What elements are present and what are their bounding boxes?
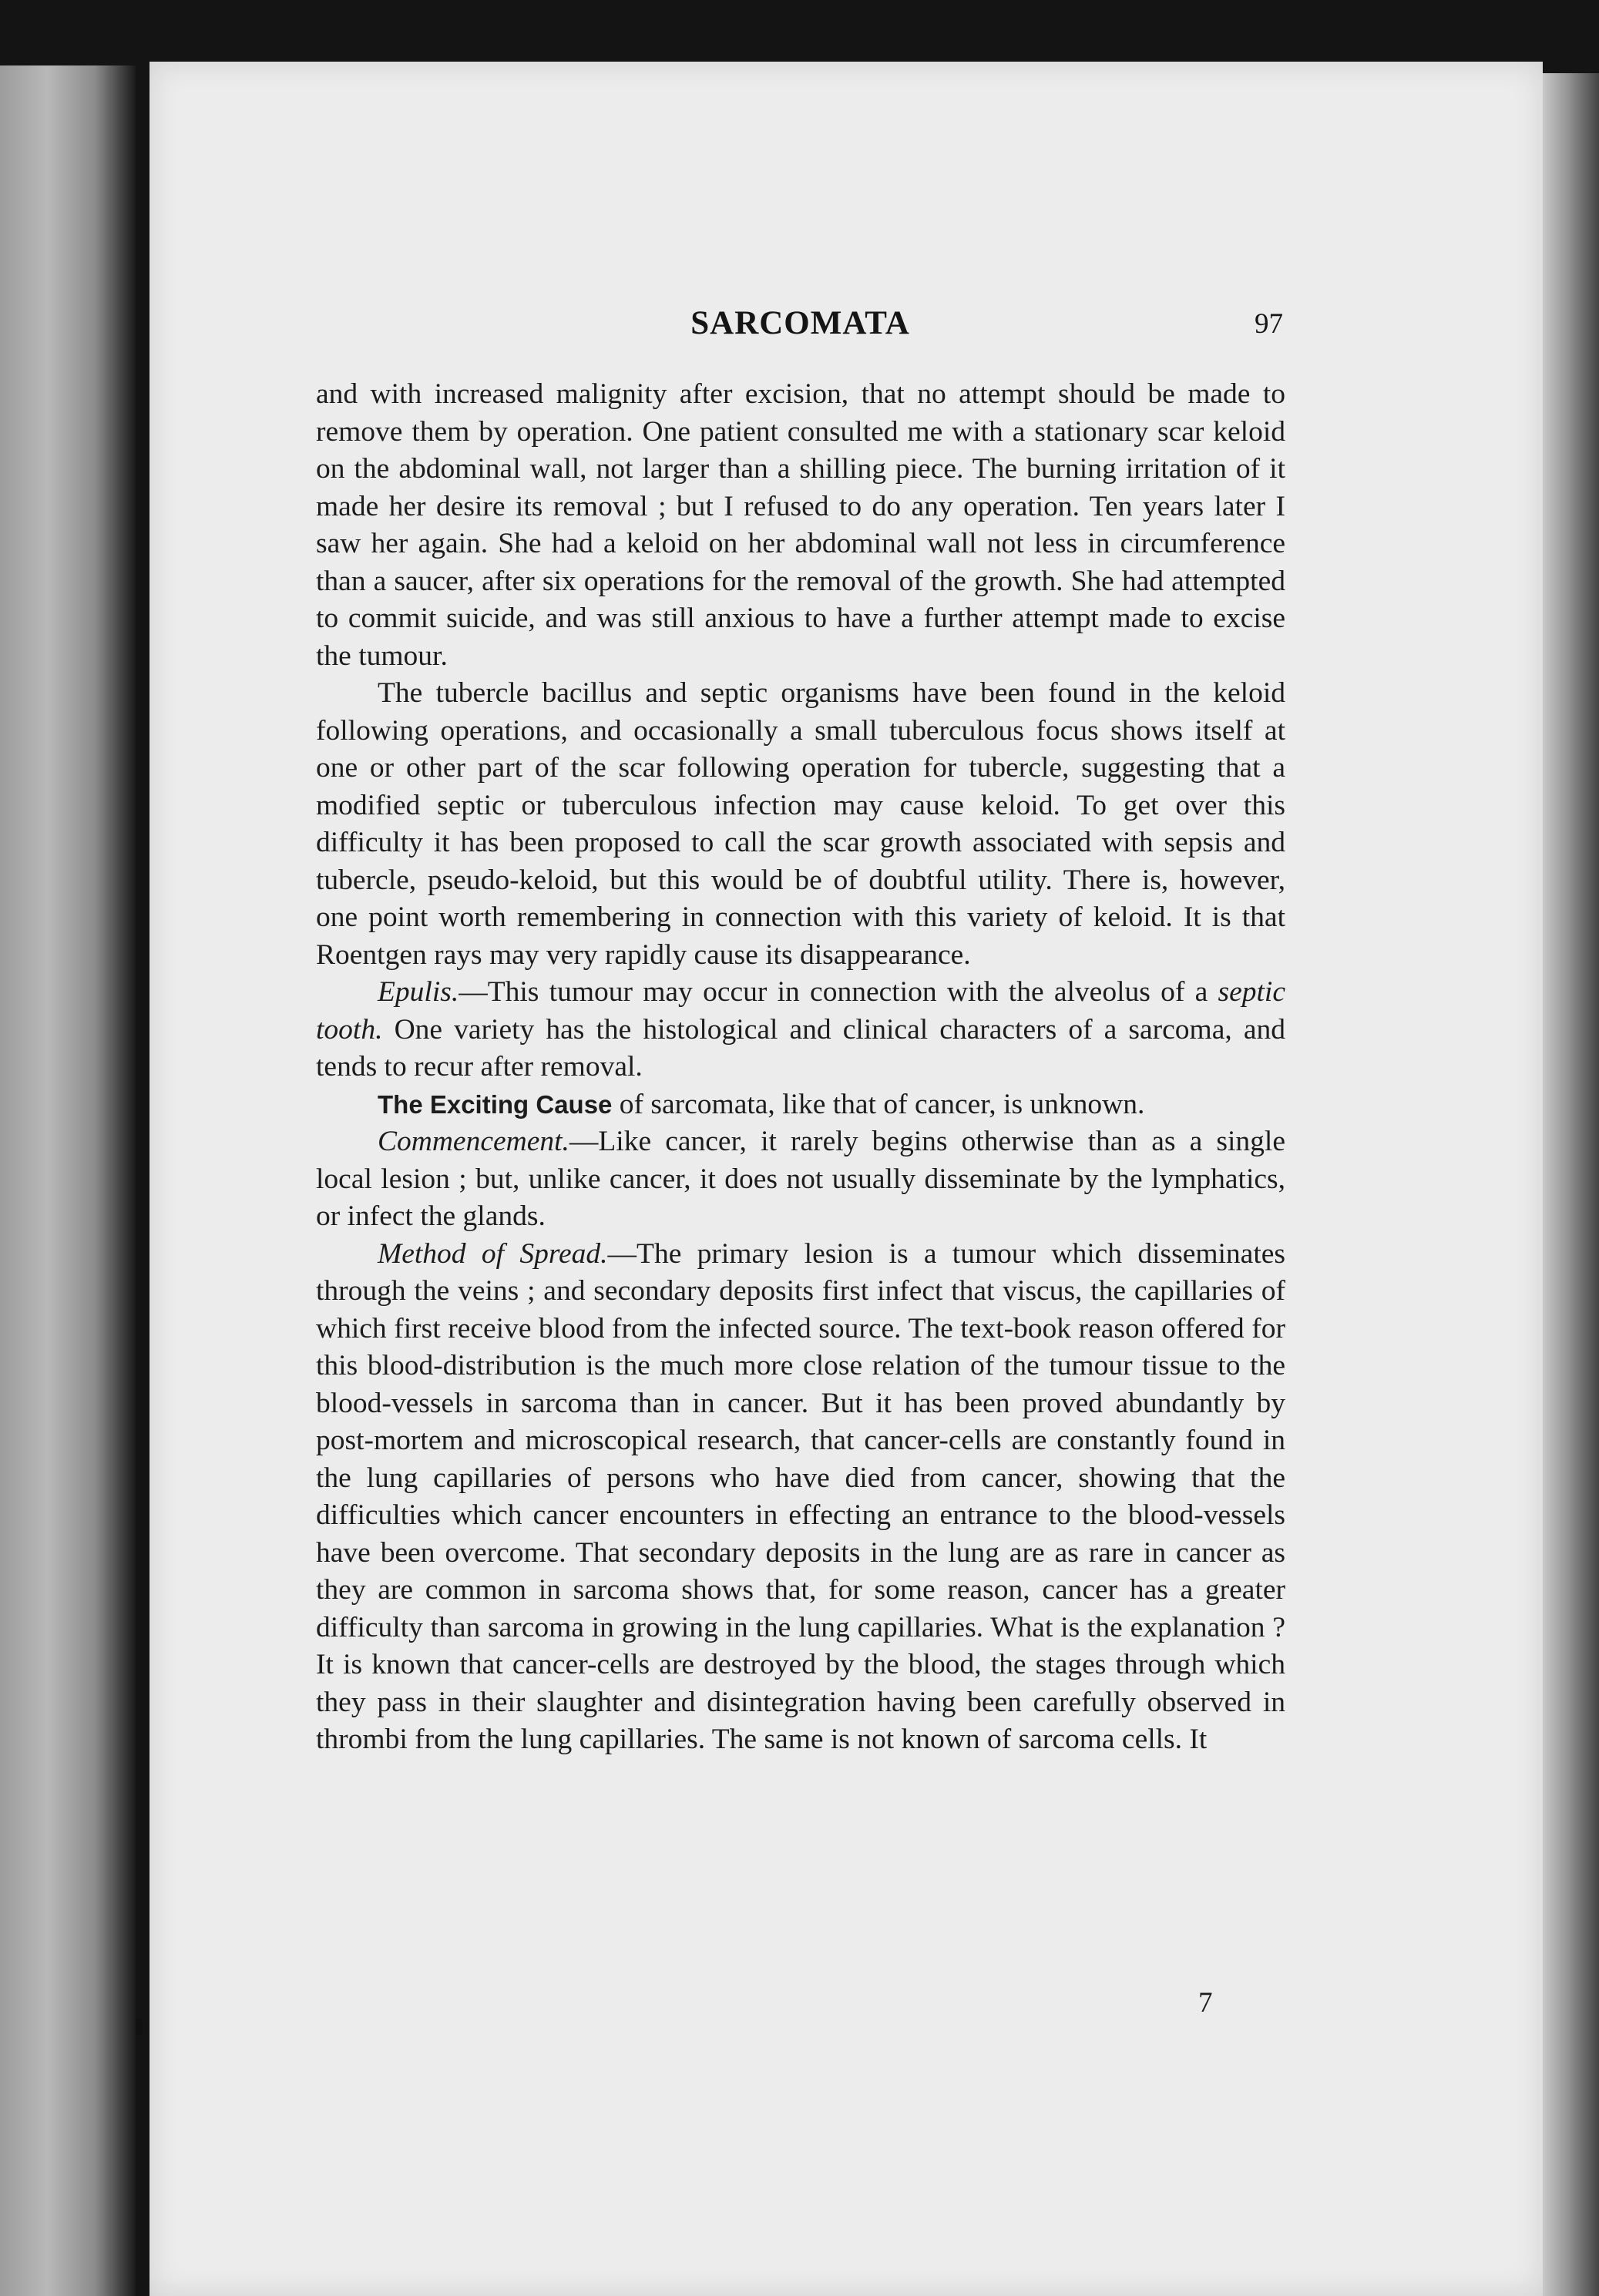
italic-run: Epulis.	[378, 976, 459, 1008]
page-stack-edge	[1543, 73, 1599, 2296]
running-head-title: SARCOMATA	[690, 305, 910, 341]
italic-run: Commencement.	[378, 1126, 569, 1157]
body-text	[316, 376, 1285, 1759]
paragraph	[316, 974, 1285, 1086]
text-run: of sarcomata, like that of cancer, is unknown.	[612, 1088, 1145, 1120]
paragraph	[316, 376, 1285, 675]
page-number: 97	[1255, 308, 1283, 340]
text-run: The tubercle bacillus and septic organisms have been found in the keloid following operations, and occasionally a small tuberculous focus shows itself at one or other part of the scar following operation for tubercle, suggesting that a modified septic or tuberculous infection may cause keloid. To get over this difficulty it has been proposed to call the scar growth associated with sepsis and tubercle, pseudo-keloid, but this would be of doubtful utility. There is, however, one point worth remembering in connection with this variety of keloid. It is that Roentgen rays may very rapidly cause its disappearance.	[316, 677, 1285, 971]
text-run: One variety has the histological and clinical characters of a sarcoma, and tends to recur after removal.	[316, 1013, 1285, 1083]
italic-run: septic tooth.	[316, 976, 1285, 1046]
paragraph	[316, 1086, 1285, 1124]
italic-run: Method of Spread.	[378, 1237, 608, 1270]
paragraph	[316, 1123, 1285, 1236]
paragraph	[316, 1236, 1285, 1759]
paragraph	[316, 675, 1285, 974]
signature-mark: 7	[1198, 1987, 1213, 2019]
adjacent-page-edge	[0, 65, 136, 2296]
text-run: —The primary lesion is a tumour which disseminates through the veins ; and secondary deposits first infect that viscus, the capillaries of which first receive blood from the infected source. The text-book reason offered for this blood-distribution is the much more close relation of the tumour tissue to the blood-vessels in sarcoma than in cancer. But it has been proved abundantly by post-mortem and microscopical research, that cancer-cells are constantly found in the lung capillaries of persons who have died from cancer, showing that the difficulties which cancer encounters in effecting an entrance to the blood-vessels have been overcome. That secondary deposits in the lung are as rare in cancer as they are common in sarcoma shows that, for some reason, cancer has a greater difficulty than sarcoma in growing in the lung capillaries. What is the explanation ? It is known that cancer-cells are destroyed by the blood, the stages through which they pass in their slaughter and disintegration having been carefully observed in thrombi from the lung capillaries. The same is not known of sarcoma cells. It	[316, 1237, 1285, 1755]
text-run: —Like cancer, it rarely begins otherwise than as a single local lesion ; but, unlike cancer, it does not usually disseminate by the lymphatics, or infect the glands.	[316, 1126, 1285, 1232]
text-run: and with increased malignity after excision, that no attempt should be made to remove them by operation. One patient consulted me with a stationary scar keloid on the abdominal wall, not larger than a shilling piece. The burning irritation of it made her desire its removal ; but I refused to do any operation. Ten years later I saw her again. She had a keloid on her abdominal wall not less in circumference than a saucer, after six operations for the removal of the growth. She had attempted to commit suicide, and was still anxious to have a further attempt made to excise the tumour.	[316, 378, 1285, 672]
bold-heading-run: The Exciting Cause	[378, 1089, 613, 1119]
running-header	[317, 304, 1283, 343]
binding-mark	[136, 2019, 143, 2036]
text-run: —This tumour may occur in connection with the alveolus of a	[459, 976, 1218, 1008]
